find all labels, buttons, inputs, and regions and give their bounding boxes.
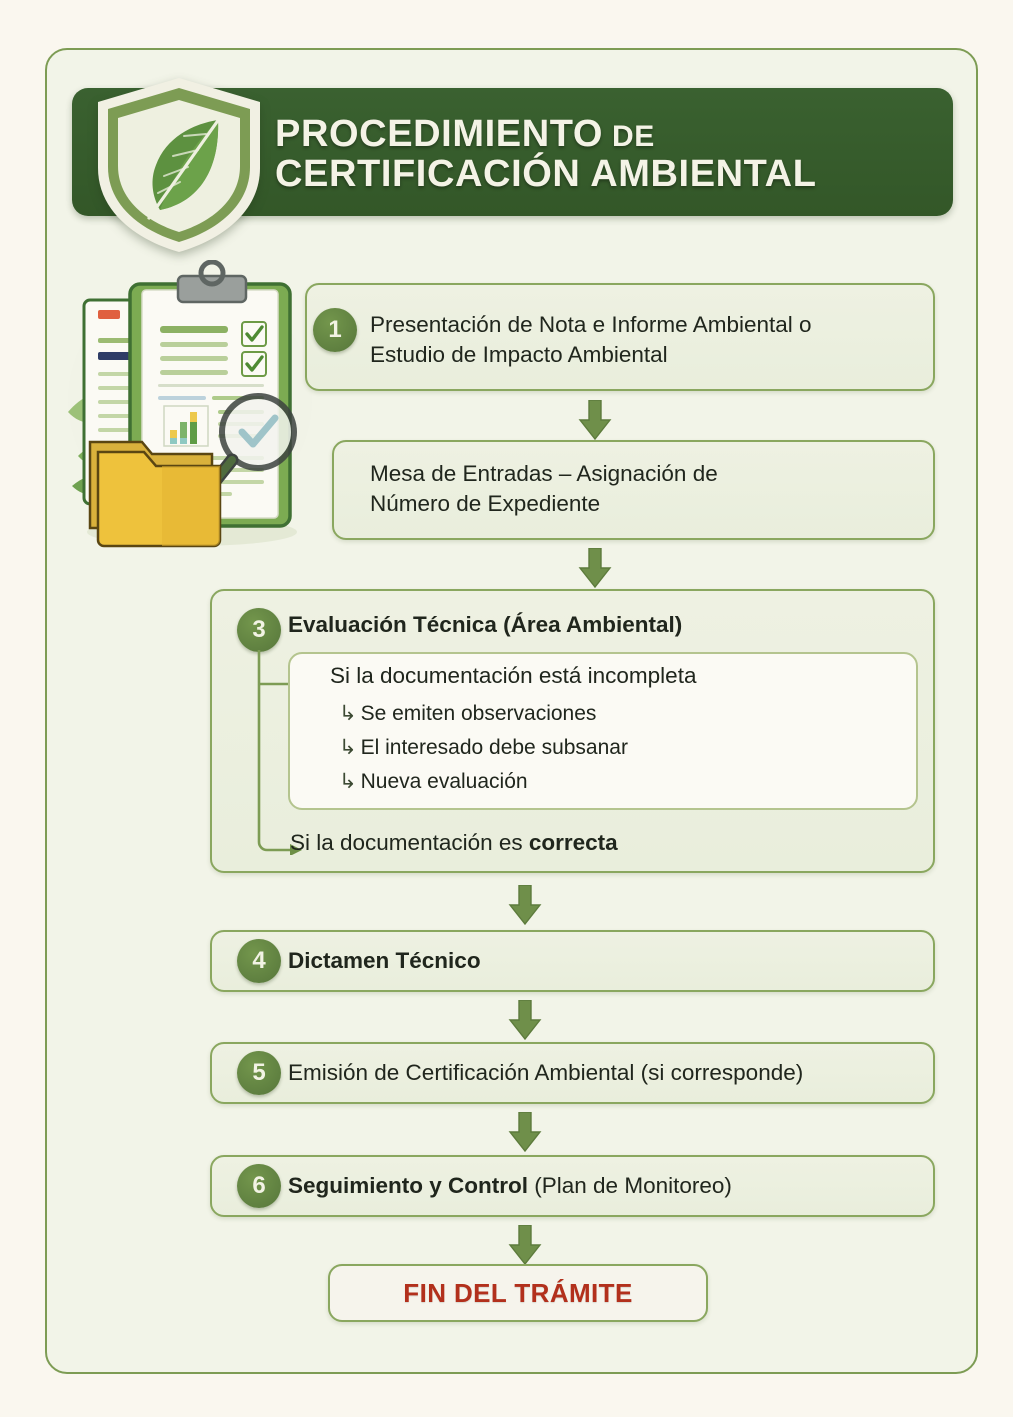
title-line1-strong: PROCEDIMIENTO: [275, 113, 604, 156]
branch-sub-item-1: [339, 700, 596, 727]
step-label-2: [370, 459, 930, 519]
branch-correct-label: [290, 828, 618, 857]
down-arrow-icon-3: [505, 885, 545, 930]
step-label-6-normal: (Plan de Monitoreo): [528, 1173, 732, 1198]
step-badge-1: 1: [313, 308, 357, 352]
step-label-6: [288, 1171, 732, 1201]
step-badge-5: 5: [237, 1051, 281, 1095]
step-label-3: Evaluación Técnica (Área Ambiental): [288, 612, 683, 637]
branch-incomplete-heading: Si la documentación está incompleta: [330, 663, 697, 688]
step-label-2-line2: Número de Expediente: [370, 491, 601, 517]
corner-arrow-icon-1: ↳: [339, 702, 357, 725]
corner-arrow-icon-2: ↳: [339, 736, 357, 759]
branch-sub-item-1-label: Se emiten observaciones: [360, 702, 597, 725]
step-label-4: Dictamen Técnico: [288, 948, 481, 973]
title-line1-small: DE: [611, 120, 655, 154]
branch-correct-label-normal: Si la documentación es: [290, 830, 529, 855]
end-label: FIN DEL TRÁMITE: [403, 1277, 633, 1308]
step-badge-3: 3: [237, 608, 281, 652]
corner-arrow-icon-3: ↳: [339, 770, 357, 793]
step-badge-4: 4: [237, 939, 281, 983]
step-label-5: Emisión de Certificación Ambiental (si corresponde): [288, 1060, 804, 1085]
step-label-1-line1: Presentación de Nota e Informe Ambiental o: [370, 312, 812, 337]
clipboard-folder-magnifier-illustration: [62, 260, 322, 552]
branch-sub-item-2: [339, 734, 628, 761]
step-label-6-bold: Seguimiento y Control: [288, 1173, 529, 1198]
branch-sub-item-2-label: El interesado debe subsanar: [360, 736, 628, 759]
page-title: [275, 95, 935, 215]
branch-sub-item-3: [339, 768, 528, 795]
step-label-1-line2: Estudio de Impacto Ambiental: [370, 342, 668, 368]
title-line2: CERTIFICACIÓN AMBIENTAL: [275, 153, 817, 195]
step-badge-6: 6: [237, 1164, 281, 1208]
shield-leaf-icon: [88, 72, 270, 258]
step-label-2-line1: Mesa de Entradas – Asignación de: [370, 461, 718, 486]
end-box[interactable]: [328, 1264, 708, 1322]
down-arrow-icon-2: [575, 548, 615, 593]
down-arrow-icon-4: [505, 1000, 545, 1045]
down-arrow-icon-5: [505, 1112, 545, 1157]
down-arrow-icon-1: [575, 400, 615, 445]
branch-sub-item-3-label: Nueva evaluación: [360, 770, 528, 793]
branch-correct-label-bold: correcta: [528, 830, 618, 855]
step-label-1: [370, 310, 930, 370]
